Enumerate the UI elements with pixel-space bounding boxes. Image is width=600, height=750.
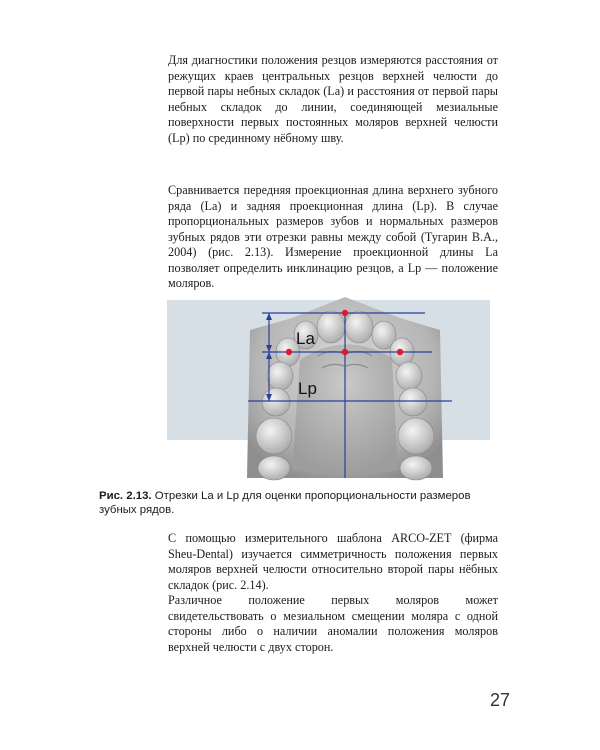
paragraph-4: Различное положение первых моляров может свидетельствовать о мезиальном смещении моляра с одной стороны либо о наличии аномалии положения моляров верхней челюсти с двух сторон. xyxy=(168,593,498,654)
caption-text: Отрезки La и Lp для оценки пропорциональности размеров зубных рядов. xyxy=(99,490,471,516)
page-number: 27 xyxy=(490,690,511,710)
paragraph-2: Сравнивается передняя проекционная длина верхнего зубного ряда (La) и задняя проекционная длина (Lp). В случае пропорциональных размеров зубов и нормальных размеров зубных рядов эти отрезки равны между собой (Тугарин В.А., 2004) (рис. 2.13). Измерение проекционной длины La позволяет определить инклинацию резцов, а Lp — положение моляров. xyxy=(168,183,498,290)
right-fold-point xyxy=(397,349,403,355)
label-lp: Lp xyxy=(298,379,317,398)
incisal-point xyxy=(342,310,348,316)
center-fold-point xyxy=(342,349,348,355)
label-la: La xyxy=(296,329,315,348)
figure-caption xyxy=(99,489,509,517)
caption-number: Рис. 2.13. xyxy=(99,490,152,502)
paragraph-3: С помощью измерительного шаблона ARCO-ZET (фирма Sheu-Dental) изучается симметричность положения первых моляров верхней челюсти относительно второй пары нёбных складок (рис. 2.14). xyxy=(168,531,498,592)
paragraph-1: Для диагностики положения резцов измеряются расстояния от режущих краев центральных резцов верхней челюсти до первой пары небных складок (La) и расстояния от первой пары небных складок до линии, соединяющей мезиальные поверхности первых постоянных моляров верхней челюсти (Lp) по срединному нёбному шву. xyxy=(168,53,498,145)
left-fold-point xyxy=(286,349,292,355)
